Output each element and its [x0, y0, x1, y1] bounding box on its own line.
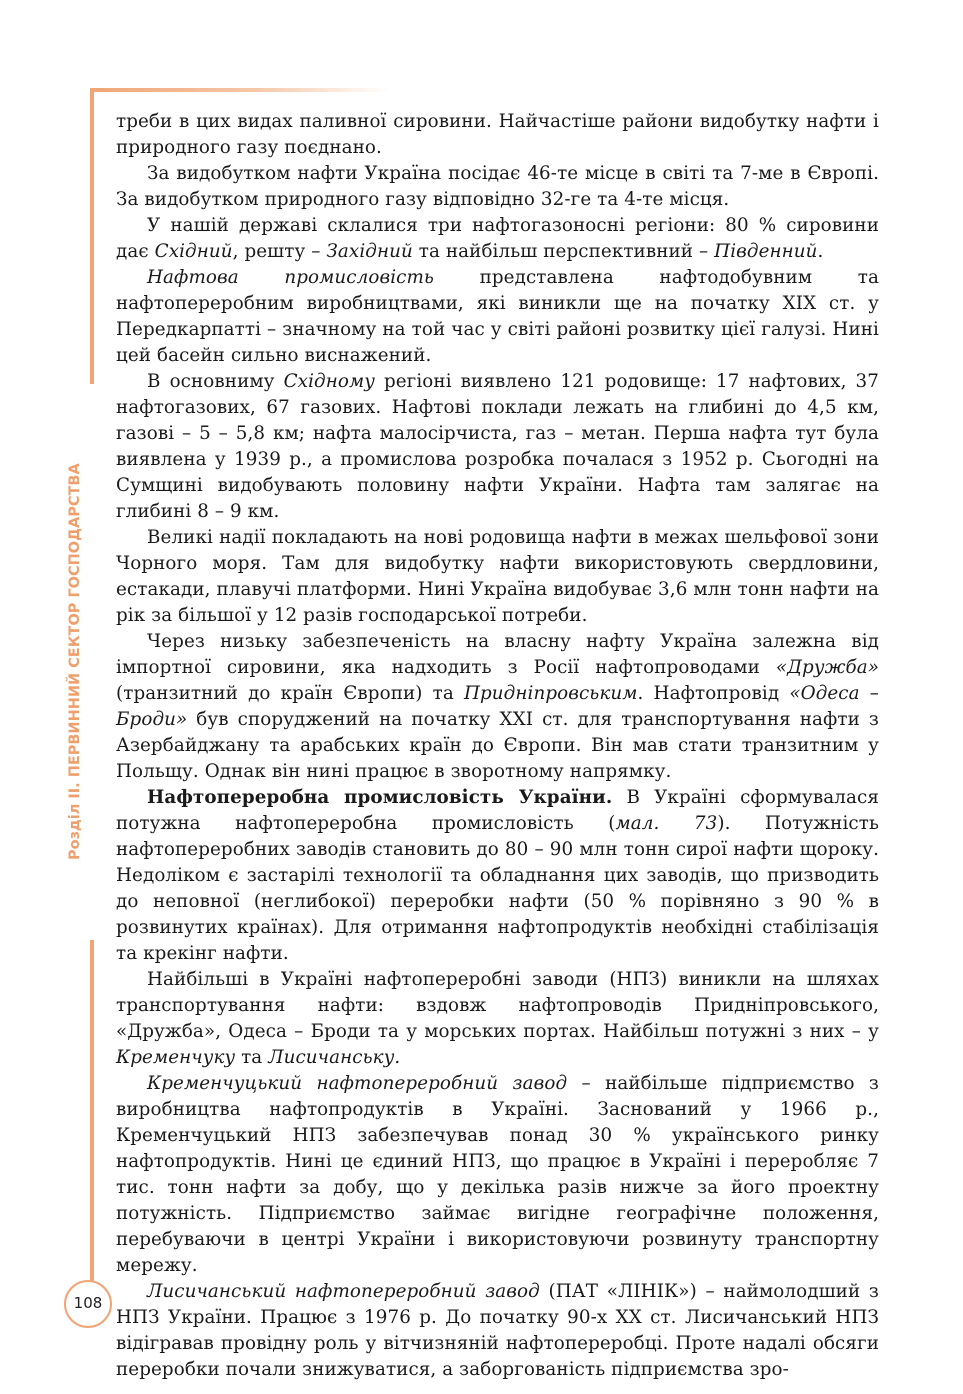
italic-text: «Дружба»	[775, 657, 879, 678]
paragraph-11	[116, 1279, 879, 1383]
italic-text: Придніпровським	[463, 683, 638, 704]
side-accent-line-bottom	[90, 940, 94, 1270]
text-run: представлена нафтодобувним та нафтопереробним виробництвами, які виникли ще на початку XIX ст. у Передкарпатті – значному на той час у світі районі розвитку цієї галузі. Нині цей басейн сильно виснажений.	[116, 267, 879, 366]
paragraph-2	[116, 161, 879, 213]
paragraph-7	[116, 629, 879, 785]
italic-text: Кременчуцький нафтопереробний завод	[147, 1073, 568, 1094]
text-run: , решту –	[232, 241, 327, 262]
italic-text: Східний	[154, 241, 233, 262]
text-run: За видобутком нафти Україна посідає 46-те місце в світі та 7-ме в Європі. За видобутком природного газу відповідно 32-ге та 4-те місця.	[116, 163, 879, 210]
italic-text: Західний	[326, 241, 413, 262]
text-run: був споруджений на початку XXI ст. для транспортування нафти з Азербайджану та арабських країн до Європи. Він мав стати транзитним у Польщу. Однак він нині працює в зворотному напрямку.	[116, 709, 879, 782]
text-run: (транзитний до країн Європи) та	[116, 683, 464, 704]
paragraph-5	[116, 369, 879, 525]
paragraph-10	[116, 1071, 879, 1279]
italic-text: «Одеса – Броди»	[116, 683, 879, 730]
text-run: та	[235, 1047, 269, 1068]
text-run: В Україні сформувалася потужна нафтопереробна промисловість (	[116, 787, 879, 834]
text-run: ). Потужність нафтопереробних заводів становить до 80 – 90 млн тонн сирої нафти щороку. Недоліком є застарілі технології та обладнання цих заводів, що призводить до неповної (неглибокої) переробки нафти (50 % порівняно з 90 % в розвинутих країнах). Для отримання нафтопродуктів необхідні стабілізація та крекінг нафти.	[116, 813, 880, 964]
top-accent-line	[90, 88, 390, 92]
italic-text: мал. 73	[615, 813, 718, 834]
text-run: В основниму	[147, 371, 284, 392]
italic-text: Лисичанську.	[268, 1047, 401, 1068]
text-run: та найбільш перспективний –	[412, 241, 715, 262]
body-text	[116, 109, 879, 1383]
text-run: регіоні виявлено 121 родовище: 17 нафтових, 37 нафтогазових, 67 газових. Нафтові поклади лежать на глибині до 4,5 км, газові – 5 – 5,8 км; нафта малосірчиста, газ – метан. Перша нафта тут була виявлена у 1939 р., а промислова розробка почалася з 1952 р. Сьогодні на Сумщині видобувають половину нафти України. Нафта там залягає на глибині 8 – 9 км.	[116, 371, 879, 522]
text-run: .	[817, 241, 824, 262]
side-accent-line-top	[90, 88, 94, 384]
paragraph-4	[116, 265, 879, 369]
paragraph-3	[116, 213, 879, 265]
text-run: треби в цих видах паливної сировини. Найчастіше райони видобутку нафти і природного газу поєднано.	[116, 111, 879, 158]
italic-text: Східному	[283, 371, 375, 392]
paragraph-9	[116, 967, 879, 1071]
text-run: У нашій державі склалися три нафтогазоносні регіони: 80 % сировини дає	[116, 215, 879, 262]
text-run: Через низьку забезпеченість на власну нафту Україна залежна від імпортної сировини, яка надходить з Росії нафтопроводами	[116, 631, 879, 678]
text-run: Великі надії покладають на нові родовища нафти в межах шельфової зони Чорного моря. Там для видобутку нафти використовують свердловини, естакади, плавучі платформи. Нині Україна видобуває 3,6 млн тонн нафти на рік за більшої у 12 разів господарської потреби.	[116, 527, 879, 626]
italic-text: Південний	[714, 241, 818, 262]
text-run: . Нафтопровід	[637, 683, 790, 704]
italic-text: Кременчуку	[116, 1047, 236, 1068]
section-side-title: Розділ ІІ. ПЕРВИННИЙ СЕКТОР ГОСПОДАРСТВА	[67, 463, 83, 860]
italic-text: Нафтова промисловість	[147, 267, 434, 288]
text-run: – найбільше підприємство з виробництва нафтопродуктів в Україні. Заснований у 1966 р., Кременчуцький НПЗ забезпечував понад 30 % українського ринку нафтопродуктів. Нині це єдиний НПЗ, що працює в Україні і переробляє 7 тис. тонн нафти за добу, що у декілька разів нижче за його проектну потужність. Підприємство займає вигідне географічне положення, перебуваючи в центрі України і використовуючи розвинуту транспортну мережу.	[116, 1073, 879, 1276]
italic-text: Лисичанський нафтопереробний завод	[147, 1281, 540, 1302]
paragraph-1	[116, 109, 879, 161]
text-run: (ПАТ «ЛІНІК») – наймолодший з НПЗ України. Працює з 1976 р. До початку 90-х XX ст. Лисичанський НПЗ відігравав провідну роль у вітчизняній нафтопереробці. Проте надалі обсяги переробки почали знижуватися, а заборгованість підприємства зро-	[116, 1281, 879, 1380]
bold-text: Нафтопереробна промисловість України.	[147, 787, 613, 808]
paragraph-6	[116, 525, 879, 629]
page-number: 108	[64, 1280, 112, 1328]
text-run: Найбільші в Україні нафтопереробні заводи (НПЗ) виникли на шляхах транспортування нафти: вздовж нафтопроводів Придніпровського, «Дружба», Одеса – Броди та у морських портах. Найбільш потужні з них – у	[116, 969, 879, 1042]
paragraph-8	[116, 785, 879, 967]
